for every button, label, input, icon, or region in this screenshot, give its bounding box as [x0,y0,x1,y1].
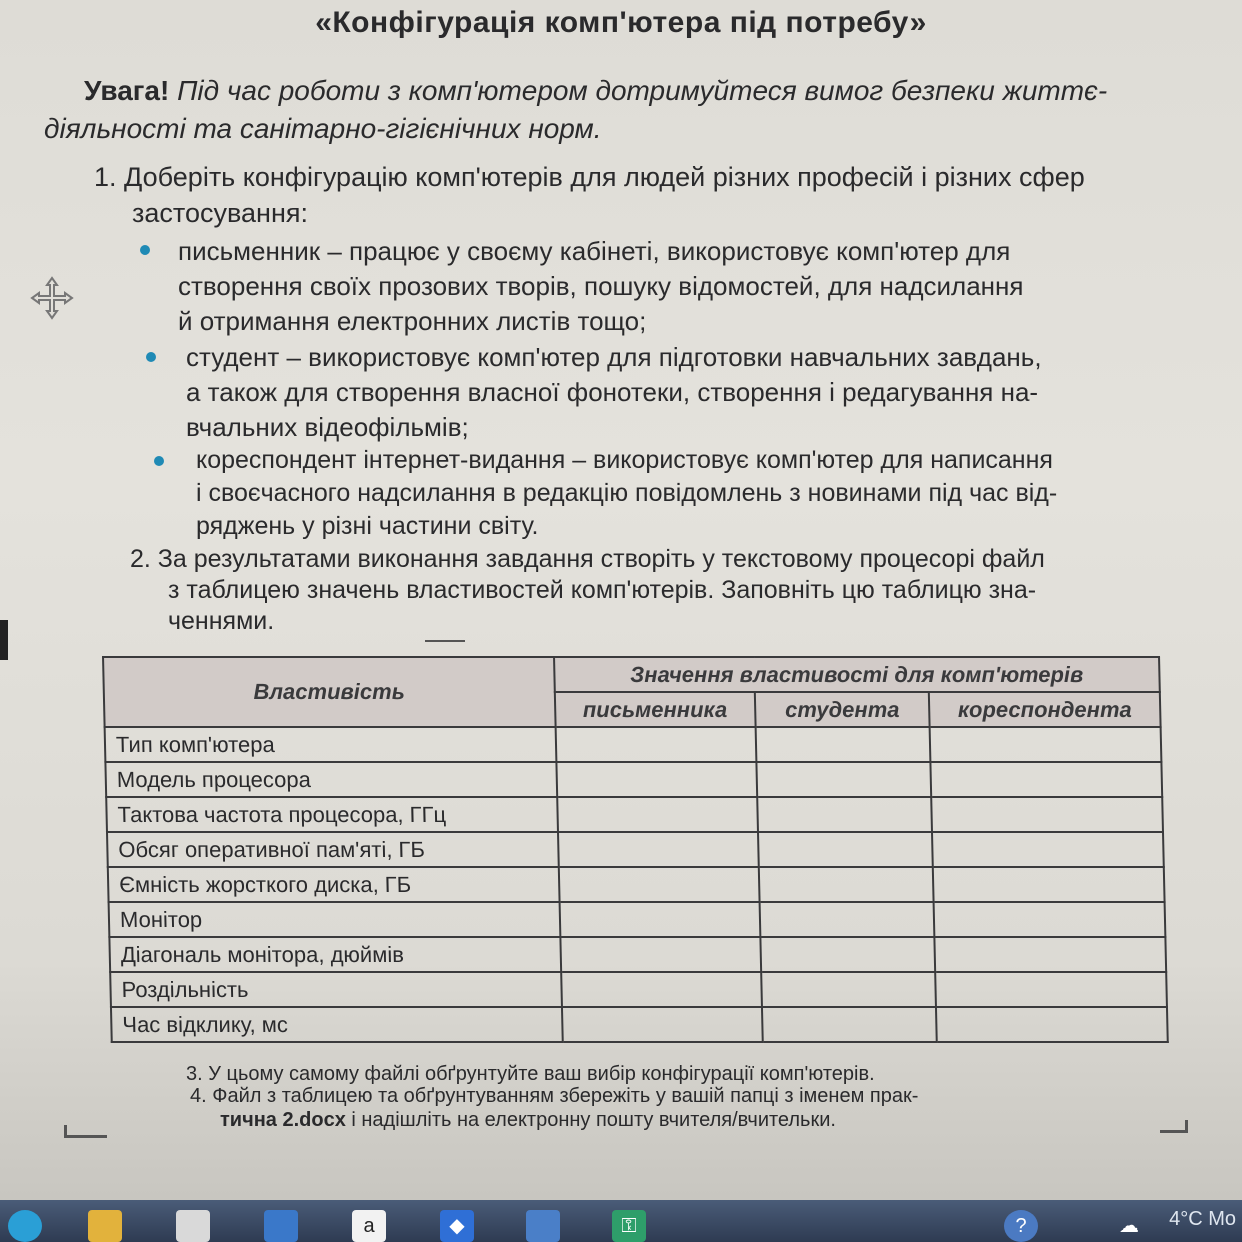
amazon-icon[interactable] [352,1210,386,1242]
weather-text[interactable]: 4°C Mo [1169,1208,1236,1230]
warning-label: Увага! [84,75,170,106]
table-cell[interactable] [756,727,931,762]
bullet-dot-2 [146,352,156,362]
frame-corner-left [64,1125,107,1138]
header-col-student: студента [755,692,930,727]
header-values: Значення властивості для комп'ютерів [554,657,1160,692]
bullet-dot-3 [154,456,164,466]
bullet-student-line-2: а також для створення власної фонотеки, створення і редагування на- [186,377,1039,407]
table-row [109,937,1166,972]
row-label: Модель процесора [105,762,556,797]
row-label: Ємність жорсткого диска, ГБ [108,867,559,902]
edge-icon[interactable] [8,1210,42,1242]
table-cell[interactable] [559,902,760,937]
table-cell[interactable] [762,1007,937,1042]
table-cell[interactable] [761,972,936,1007]
dropbox-icon[interactable]: ◆ [440,1210,474,1242]
table-cell[interactable] [558,832,759,867]
table-cell[interactable] [560,937,761,972]
bullet-writer [178,234,1213,339]
table-row [105,762,1162,797]
warning-text: Під час роботи з комп'ютером дотримуйтеся вимог безпеки життє- [177,75,1108,106]
page-title: «Конфігурація комп'ютера під потребу» [315,6,927,39]
bullet-student-line-3: вчальних відеофільмів; [186,412,469,442]
table-row [110,972,1167,1007]
task-2-line-1: 2. За результатами виконання завдання створіть у текстовому процесорі файл [130,545,1045,573]
table-cell[interactable] [934,902,1166,937]
table-cell[interactable] [555,727,756,762]
table-row [109,902,1166,937]
left-edge-marker [0,620,8,660]
bullet-correspondent-line-3: ряджень у різні частини світу. [196,512,539,540]
bullet-writer-line-3: й отримання електронних листів тощо; [178,306,647,336]
table-cell[interactable] [556,762,757,797]
table-cell[interactable] [760,902,935,937]
file-explorer-icon[interactable] [88,1210,122,1242]
task-2-line-2: з таблицею значень властивостей комп'ютерів. Заповніть цю таблицю зна- [168,576,1037,604]
frame-corner-right [1160,1120,1188,1133]
table-cell[interactable] [758,832,933,867]
table-cell[interactable] [757,797,932,832]
task-1-line-1: 1. Доберіть конфігурацію комп'ютерів для людей різних професій і різних сфер [94,162,1085,192]
table-row [108,867,1165,902]
table-cell[interactable] [759,867,934,902]
task-2-line-3: ченнями. [168,607,275,635]
table-cell[interactable] [935,937,1167,972]
row-label: Діагональ монітора, дюймів [109,937,560,972]
warning-paragraph [44,72,1234,148]
bullet-student [186,340,1198,445]
table-cell[interactable] [561,972,762,1007]
mail-icon[interactable] [264,1210,298,1242]
row-label: Монітор [109,902,560,937]
bullet-writer-line-1: письменник – працює у своєму кабінеті, використовує комп'ютер для [178,236,1011,266]
task-1-line-2: застосування: [132,198,308,228]
bullet-writer-line-2: створення своїх прозових творів, пошуку відомостей, для надсилання [178,271,1024,301]
store-icon[interactable] [176,1210,210,1242]
bullet-dot-1 [140,245,150,255]
table-cell[interactable] [756,762,931,797]
divider [425,640,465,642]
task-4-filename: тична 2.docx [220,1109,346,1131]
table-cell[interactable] [930,727,1162,762]
myhp-icon[interactable] [526,1210,560,1242]
table-cell[interactable] [936,1007,1168,1042]
bullet-correspondent-line-1: кореспондент інтернет-видання – використовує комп'ютер для написання [196,446,1053,474]
key-icon[interactable]: ⚿ [612,1210,646,1242]
table-row [106,797,1163,832]
header-col-correspondent: кореспондента [929,692,1161,727]
table-row [105,727,1162,762]
row-label: Час відклику, мс [111,1007,562,1042]
bullet-student-line-1: студент – використовує комп'ютер для підготовки навчальних завдань, [186,342,1042,372]
header-col-writer: письменника [554,692,755,727]
table-cell[interactable] [935,972,1167,1007]
bullet-correspondent-line-2: і своєчасного надсилання в редакцію повідомлень з новинами під час від- [196,479,1058,507]
task-4-line-2: і надішліть на електронну пошту вчителя/вчительки. [345,1109,836,1131]
task-4-line-1: 4. Файл з таблицею та обґрунтуванням збережіть у вашій папці з іменем прак- [190,1085,919,1107]
table-row [107,832,1164,867]
table-cell[interactable] [760,937,935,972]
table-cell[interactable] [933,867,1165,902]
table-cell[interactable] [557,797,758,832]
warning-text-2: діяльності та санітарно-гігієнічних норм. [44,113,602,144]
task-2 [130,544,1045,637]
row-label: Тип комп'ютера [105,727,556,762]
table-row [111,1007,1168,1042]
row-label: Роздільність [110,972,561,1007]
row-label: Тактова частота процесора, ГГц [106,797,557,832]
table-cell[interactable] [561,1007,762,1042]
amazon-letter: a [363,1215,375,1237]
task-4 [190,1084,918,1132]
table-cell[interactable] [932,832,1164,867]
table-cell[interactable] [931,762,1163,797]
help-icon[interactable]: ? [1004,1210,1038,1242]
bullet-correspondent [196,444,1186,543]
table-cell[interactable] [558,867,759,902]
header-property: Властивість [103,657,555,727]
properties-table [102,656,1169,1043]
move-handle-icon[interactable] [30,276,74,320]
table-cell[interactable] [931,797,1163,832]
task-3: 3. У цьому самому файлі обґрунтуйте ваш вибір конфігурації комп'ютерів. [186,1063,875,1085]
taskbar [0,1200,1242,1242]
row-label: Обсяг оперативної пам'яті, ГБ [107,832,558,867]
weather-icon[interactable]: ☁ [1119,1215,1139,1237]
